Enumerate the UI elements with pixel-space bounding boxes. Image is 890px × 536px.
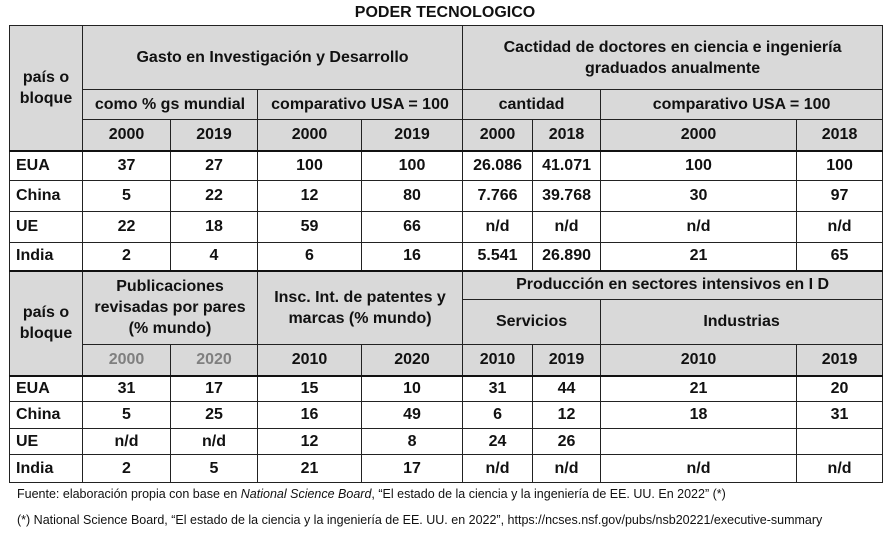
produccion-header: Producción en sectores intensivos en I D [463, 271, 883, 300]
value-cell [601, 429, 797, 455]
table-row [10, 455, 883, 483]
comparativo-header: comparativo USA = 100 [258, 90, 463, 120]
year-header: 2020 [362, 345, 463, 376]
value-cell: 5.541 [463, 243, 533, 271]
value-cell: 66 [362, 212, 463, 243]
year-header: 2010 [258, 345, 362, 376]
value-cell: 49 [362, 402, 463, 429]
country-cell: China [10, 181, 83, 212]
value-cell: 5 [83, 402, 171, 429]
value-cell: 59 [258, 212, 362, 243]
year-header: 2000 [601, 120, 797, 151]
value-cell: 22 [83, 212, 171, 243]
page-title: PODER TECNOLOGICO [354, 4, 536, 21]
year-header: 2019 [533, 345, 601, 376]
value-cell: 6 [258, 243, 362, 271]
footnote-text: , “El estado de la ciencia y la ingeniería de EE. UU. En 2022” (*) [371, 487, 726, 501]
reference-footnote: (*) National Science Board, “El estado de la ciencia y la ingeniería de EE. UU. en 2022”, https://ncses.nsf.gov/pubs/nsb20221/executive-summary [17, 513, 823, 527]
country-cell: India [10, 243, 83, 271]
table-row [10, 376, 883, 402]
value-cell: 16 [258, 402, 362, 429]
country-cell: EUA [10, 376, 83, 402]
value-cell: 5 [171, 455, 258, 483]
source-footnote [17, 487, 726, 501]
value-cell: 12 [258, 181, 362, 212]
value-cell: 31 [463, 376, 533, 402]
value-cell: 25 [171, 402, 258, 429]
value-cell: 21 [601, 376, 797, 402]
value-cell: 26.890 [533, 243, 601, 271]
country-cell: EUA [10, 151, 83, 181]
value-cell: n/d [463, 455, 533, 483]
value-cell: n/d [533, 212, 601, 243]
value-cell: 17 [362, 455, 463, 483]
value-cell: 41.071 [533, 151, 601, 181]
value-cell: 26.086 [463, 151, 533, 181]
year-header: 2000 [83, 120, 171, 151]
value-cell: 31 [797, 402, 883, 429]
gasto-header: Gasto en Investigación y Desarrollo [83, 26, 463, 90]
value-cell: 30 [601, 181, 797, 212]
year-header: 2010 [601, 345, 797, 376]
value-cell: 100 [601, 151, 797, 181]
value-cell: n/d [171, 429, 258, 455]
value-cell: 27 [171, 151, 258, 181]
year-header: 2018 [533, 120, 601, 151]
value-cell: 21 [601, 243, 797, 271]
value-cell: 31 [83, 376, 171, 402]
footnote-text: Fuente: elaboración propia con base en [17, 487, 241, 501]
value-cell: 18 [171, 212, 258, 243]
value-cell: 22 [171, 181, 258, 212]
year-header: 2000 [83, 345, 171, 376]
value-cell: 16 [362, 243, 463, 271]
value-cell: 15 [258, 376, 362, 402]
value-cell: n/d [601, 212, 797, 243]
patentes-header: Insc. Int. de patentes y marcas (% mundo) [258, 271, 463, 345]
value-cell: 100 [797, 151, 883, 181]
value-cell: 24 [463, 429, 533, 455]
value-cell: 4 [171, 243, 258, 271]
value-cell: 5 [83, 181, 171, 212]
value-cell: 17 [171, 376, 258, 402]
table-row [10, 181, 883, 212]
servicios-header: Servicios [463, 300, 601, 345]
value-cell: 39.768 [533, 181, 601, 212]
table-row [10, 243, 883, 271]
table-row [10, 212, 883, 243]
country-cell: UE [10, 212, 83, 243]
table-row [10, 402, 883, 429]
value-cell: n/d [533, 455, 601, 483]
year-header: 2019 [797, 345, 883, 376]
value-cell: n/d [797, 455, 883, 483]
value-cell: 20 [797, 376, 883, 402]
table-row [10, 151, 883, 181]
footnote-source-name: National Science Board [240, 487, 372, 501]
pct-mundial-header: como % gs mundial [83, 90, 258, 120]
year-header: 2000 [258, 120, 362, 151]
row-label-header: país o bloque [10, 271, 83, 376]
value-cell: 37 [83, 151, 171, 181]
year-header: 2020 [171, 345, 258, 376]
value-cell: 6 [463, 402, 533, 429]
value-cell: 2 [83, 243, 171, 271]
value-cell: n/d [83, 429, 171, 455]
value-cell: n/d [463, 212, 533, 243]
cantidad-header: cantidad [463, 90, 601, 120]
year-header: 2000 [463, 120, 533, 151]
tech-power-table [9, 25, 883, 483]
value-cell: 65 [797, 243, 883, 271]
year-header: 2018 [797, 120, 883, 151]
value-cell: 18 [601, 402, 797, 429]
country-cell: India [10, 455, 83, 483]
value-cell: n/d [797, 212, 883, 243]
value-cell: 10 [362, 376, 463, 402]
value-cell: 7.766 [463, 181, 533, 212]
value-cell: 80 [362, 181, 463, 212]
industrias-header: Industrias [601, 300, 883, 345]
year-header: 2010 [463, 345, 533, 376]
country-cell: UE [10, 429, 83, 455]
value-cell: 12 [533, 402, 601, 429]
value-cell: n/d [601, 455, 797, 483]
comparativo-header: comparativo USA = 100 [601, 90, 883, 120]
table-row [10, 429, 883, 455]
value-cell: 100 [258, 151, 362, 181]
value-cell: 2 [83, 455, 171, 483]
doctores-header: Cactidad de doctores en ciencia e ingeniería graduados anualmente [463, 26, 883, 90]
value-cell: 100 [362, 151, 463, 181]
year-header: 2019 [362, 120, 463, 151]
row-label-header: país o bloque [10, 26, 83, 151]
value-cell: 44 [533, 376, 601, 402]
country-cell: China [10, 402, 83, 429]
value-cell: 12 [258, 429, 362, 455]
value-cell: 21 [258, 455, 362, 483]
value-cell: 26 [533, 429, 601, 455]
year-header: 2019 [171, 120, 258, 151]
publicaciones-header: Publicaciones revisadas por pares (% mundo) [83, 271, 258, 345]
value-cell: 97 [797, 181, 883, 212]
value-cell [797, 429, 883, 455]
value-cell: 8 [362, 429, 463, 455]
